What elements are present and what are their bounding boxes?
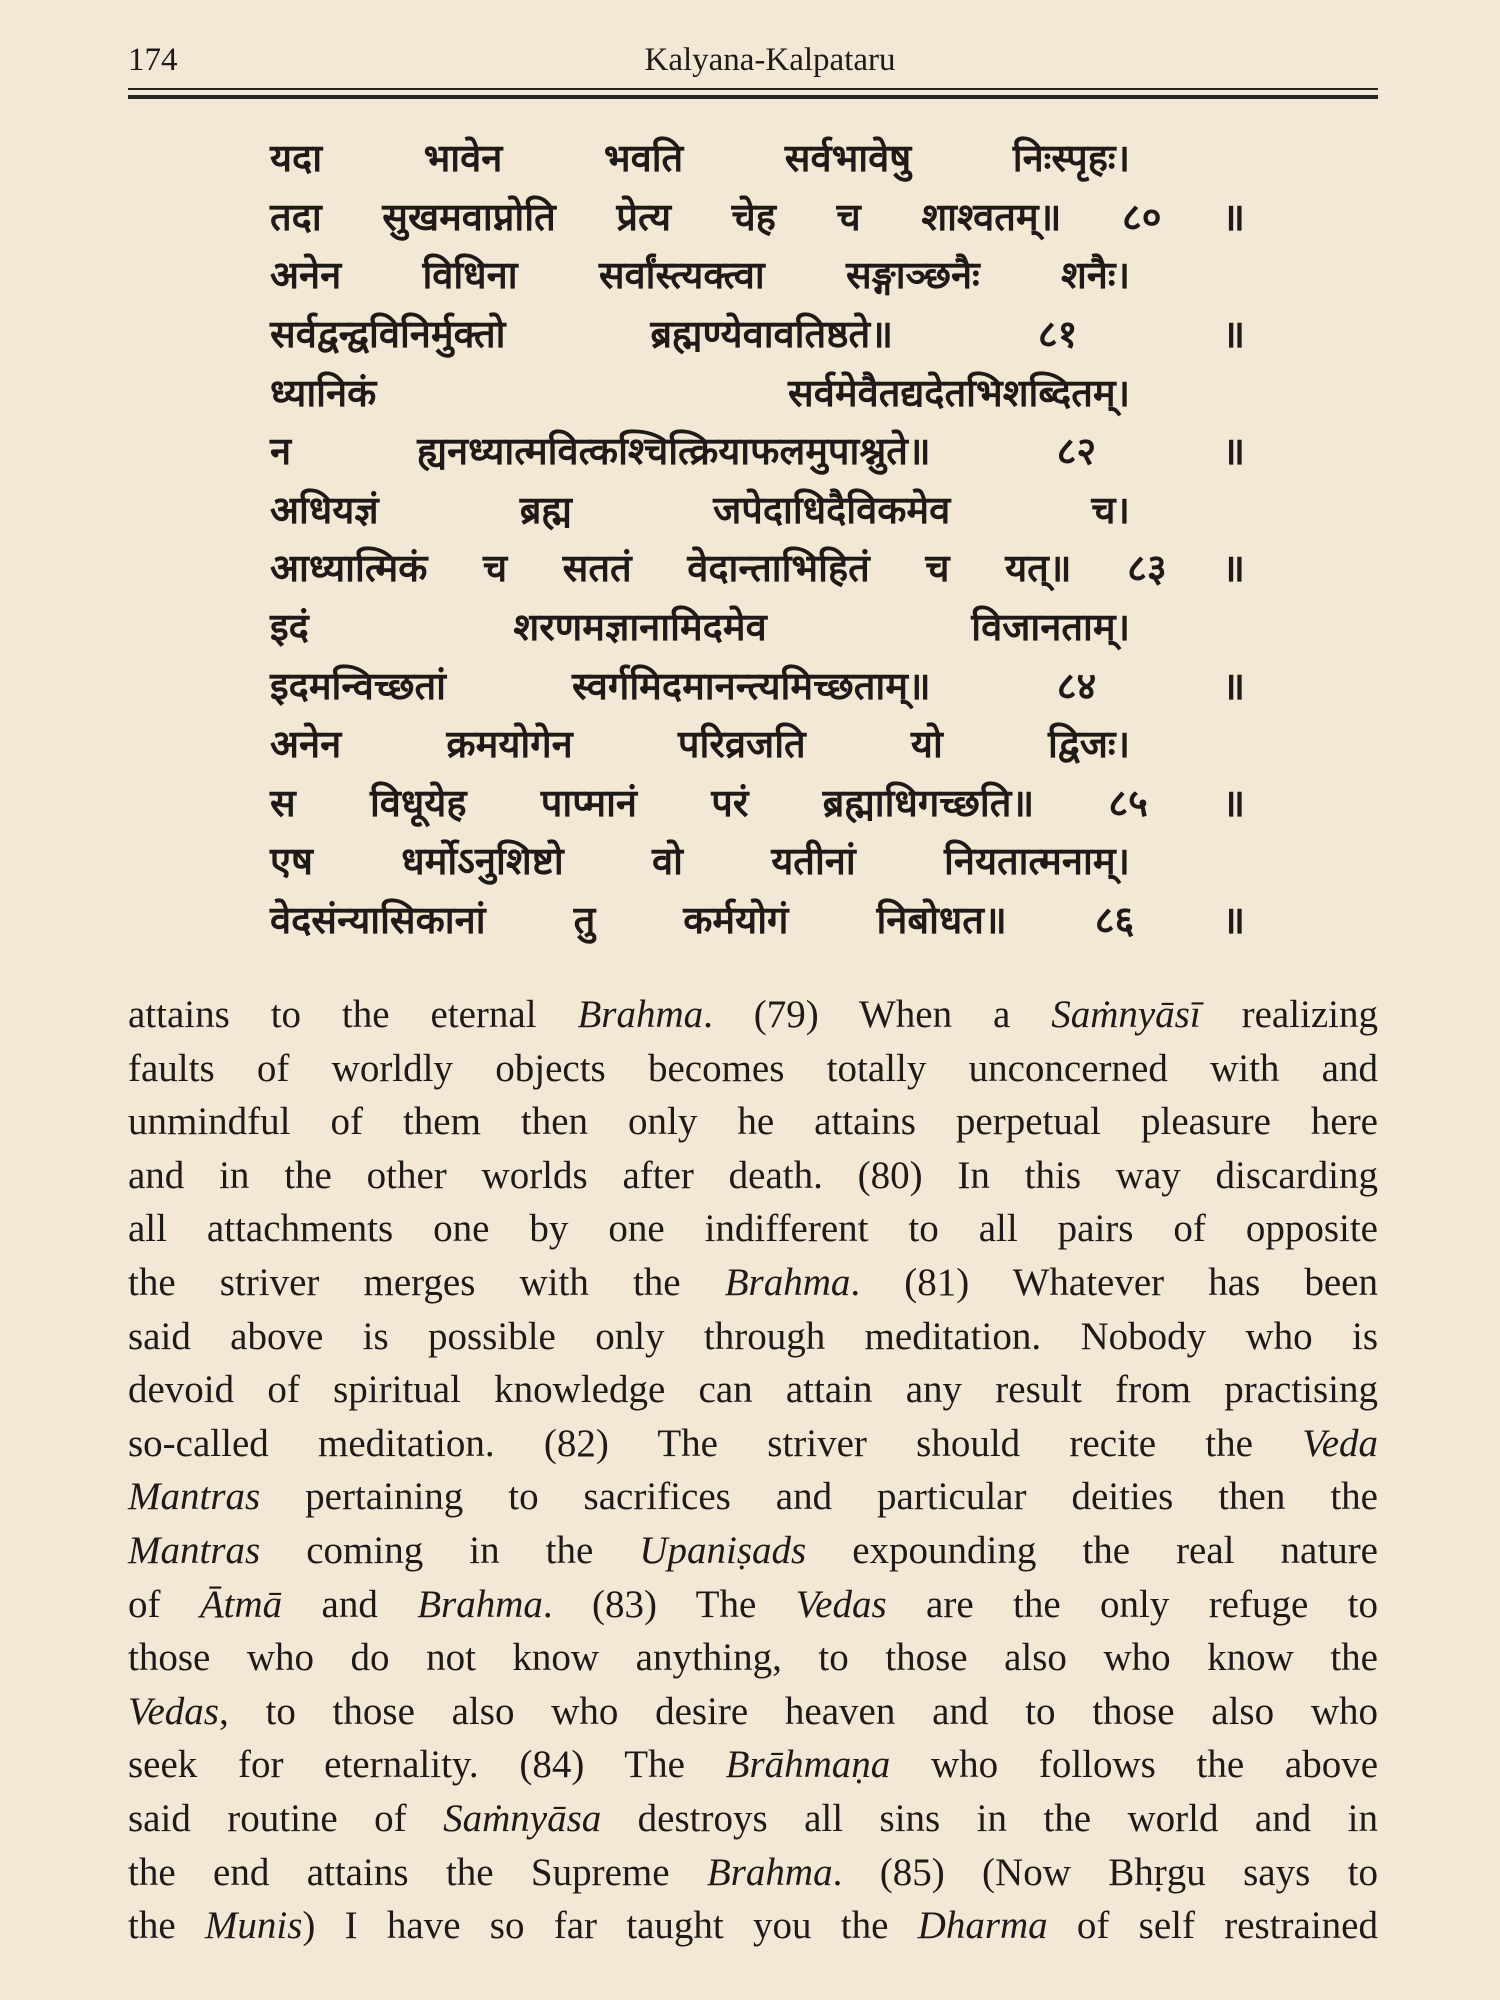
verse-word: स: [270, 780, 296, 825]
verse-word: तु: [573, 898, 596, 943]
prose-line: [128, 1042, 1378, 1096]
verse-word: आध्यात्मिकं: [270, 546, 428, 591]
verse-line: [270, 304, 1245, 363]
italic-term: Ātmā: [199, 1582, 283, 1626]
prose-text: seek for eternality. (84) The: [128, 1743, 726, 1787]
verse-word: सर्वांस्त्यक्त्वा: [598, 253, 765, 298]
prose-line: [128, 1149, 1378, 1203]
italic-term: Brahma: [577, 993, 704, 1036]
verse-word: स्वर्गमिदमानन्त्यमिच्छताम्॥: [572, 663, 931, 708]
italic-term: Mantras: [128, 1528, 261, 1572]
verse-word: निबोधत॥: [876, 898, 1007, 943]
verse-word: च: [482, 546, 508, 591]
verse-line: [270, 128, 1130, 187]
verse-word: सुखमवाप्नोति: [382, 194, 556, 239]
verse-word: ॥: [1222, 780, 1245, 825]
italic-term: Vedas: [128, 1689, 219, 1733]
verse-word: वेदान्ताभिहितं: [687, 546, 870, 591]
verse-word: अनेन: [270, 253, 342, 298]
prose-line: [128, 1256, 1378, 1310]
verse-line: [270, 187, 1245, 246]
prose-line: [128, 1578, 1378, 1632]
verse-word: सर्वभावेषु: [784, 136, 912, 181]
prose-line: [128, 1363, 1378, 1417]
verse-line: [270, 362, 1130, 421]
verse-word: सर्वद्वन्द्वविनिर्मुक्तो: [270, 312, 506, 357]
italic-term: Mantras: [128, 1475, 261, 1519]
verse-word: च: [836, 194, 861, 239]
prose-text: . (81) Whatever has been: [850, 1260, 1378, 1304]
verse-word: ॥: [1222, 546, 1245, 591]
prose-text: attains to the eternal: [128, 993, 578, 1036]
verse-word: चेह: [731, 194, 776, 239]
prose-text: the end attains the Supreme: [128, 1850, 707, 1894]
verse-word: ८३: [1127, 546, 1167, 591]
prose-text: ) I have so far taught you the: [302, 1904, 918, 1948]
verse-line: [270, 890, 1245, 949]
verse-word: ॥: [1222, 194, 1245, 239]
italic-term: Saṁnyāsī: [1051, 993, 1201, 1036]
verse-word: इदमन्विच्छतां: [270, 663, 447, 708]
prose-text: faults of worldly objects becomes totally unconcerned with and: [128, 1046, 1378, 1090]
prose-text: said routine of: [128, 1796, 444, 1840]
verse-word: ॥: [1222, 898, 1245, 943]
prose-text: pertaining to sacrifices and particular deities then the: [260, 1475, 1378, 1519]
verse-word: विजानताम्।: [971, 605, 1130, 650]
verse-line: [270, 421, 1245, 480]
verse-word: ॥: [1222, 429, 1245, 474]
italic-term: Brāhmaṇa: [725, 1743, 891, 1787]
prose-line: [128, 1417, 1378, 1471]
verse-word: भावेन: [423, 136, 503, 181]
verse-word: ह्यनध्यात्मवित्कश्चित्क्रियाफलमुपाश्नुते॥: [417, 429, 931, 474]
italic-term: Vedas: [795, 1582, 887, 1626]
verse-word: ॥: [1222, 312, 1245, 357]
verse-word: यतीनां: [771, 839, 856, 884]
verse-line: [270, 773, 1245, 832]
prose-line: [128, 1792, 1378, 1846]
verse-word: यो: [910, 722, 943, 767]
verse-line: [270, 655, 1245, 714]
verse-word: एष: [270, 839, 313, 884]
prose-line: [128, 1524, 1378, 1578]
prose-text: coming in the: [260, 1528, 640, 1572]
italic-term: Veda: [1302, 1421, 1378, 1465]
prose-line: [128, 1631, 1378, 1685]
prose-line: [128, 988, 1378, 1042]
prose-text: the: [128, 1904, 205, 1948]
verse-word: अनेन: [270, 722, 342, 767]
italic-term: Saṁnyāsa: [443, 1796, 602, 1840]
italic-term: Brahma: [724, 1260, 851, 1304]
prose-text: so-called meditation. (82) The striver should recite the: [128, 1421, 1303, 1465]
verse-word: शनैः।: [1060, 253, 1130, 298]
verse-word: नियतात्मनाम्।: [944, 839, 1130, 884]
prose-text: of self restrained: [1047, 1904, 1378, 1948]
prose-text: and: [282, 1582, 418, 1626]
verse-word: भवति: [603, 136, 684, 181]
verse-word: कर्मयोगं: [683, 898, 789, 943]
verse-word: ॥: [1222, 663, 1245, 708]
prose-text: destroys all sins in the world and in: [601, 1796, 1378, 1840]
verse-word: ८५: [1108, 780, 1148, 825]
verse-word: ८२: [1056, 429, 1097, 474]
verse-word: इदं: [270, 605, 309, 650]
verse-word: शाश्वतम्॥: [921, 194, 1062, 239]
header-rule-thick: [128, 95, 1378, 99]
verse-line: [270, 597, 1130, 656]
italic-term: Brahma: [417, 1582, 543, 1626]
verse-word: वो: [652, 839, 683, 884]
prose-line: [128, 1095, 1378, 1149]
italic-term: Brahma: [706, 1850, 833, 1894]
verse-word: द्विजः।: [1048, 722, 1130, 767]
italic-term: Dharma: [917, 1904, 1048, 1948]
italic-term: Upaniṣads: [639, 1528, 807, 1572]
prose-text: and in the other worlds after death. (80) In this way discarding: [128, 1153, 1378, 1197]
verse-word: यदा: [270, 136, 323, 181]
prose-text: of: [128, 1582, 200, 1626]
verse-word: क्रमयोगेन: [446, 722, 573, 767]
verse-word: वेदसंन्यासिकानां: [270, 898, 486, 943]
running-title: Kalyana-Kalpataru: [644, 42, 896, 78]
verse-word: ८१: [1037, 312, 1078, 357]
page-number: 174: [128, 42, 178, 78]
verse-word: ८६: [1094, 898, 1135, 943]
verse-word: ८०: [1122, 194, 1162, 239]
prose-line: [128, 1846, 1378, 1900]
verse-word: सङ्गाञ्छनैः: [845, 253, 980, 298]
prose-text: said above is possible only through meditation. Nobody who is: [128, 1314, 1378, 1358]
verse-word: न: [270, 429, 292, 474]
verse-line: [270, 538, 1245, 597]
verse-line: [270, 480, 1130, 539]
verse-word: ध्यानिकं: [270, 370, 377, 415]
prose-text: those who do not know anything, to those also who know the: [128, 1636, 1378, 1680]
prose-text: all attachments one by one indifferent to all pairs of opposite: [128, 1207, 1378, 1251]
verse-word: पाप्मानं: [540, 780, 638, 825]
verse-word: ब्रह्माधिगच्छति॥: [822, 780, 1035, 825]
prose-line: [128, 1685, 1378, 1739]
verse-word: अधियज्ञं: [270, 487, 379, 532]
prose-text: . (83) The: [542, 1582, 796, 1626]
prose-text: the striver merges with the: [128, 1260, 725, 1304]
verse-word: परं: [711, 780, 749, 825]
header-rule-thin: [128, 88, 1378, 90]
verse-word: सततं: [562, 546, 632, 591]
verse-line: [270, 831, 1130, 890]
sanskrit-verses: [270, 128, 1245, 948]
prose-line: [128, 1310, 1378, 1364]
prose-text: , to those also who desire heaven and to those also who: [219, 1689, 1378, 1733]
prose-text: unmindful of them then only he attains perpetual pleasure here: [128, 1100, 1378, 1144]
prose-line: [128, 1738, 1378, 1792]
verse-word: धर्मोऽनुशिष्टो: [401, 839, 564, 884]
verse-word: ब्रह्म: [519, 487, 572, 532]
verse-word: परिव्रजति: [677, 722, 806, 767]
prose-text: expounding the real nature: [806, 1528, 1378, 1572]
verse-word: निःस्पृहः।: [1012, 136, 1130, 181]
italic-term: Munis: [204, 1904, 303, 1948]
prose-text: . (85) (Now Bhṛgu says to: [832, 1850, 1378, 1894]
verse-word: विधूयेह: [369, 780, 467, 825]
verse-word: सर्वमेवैतद्यदेतभिशब्दितम्।: [788, 370, 1130, 415]
prose-text: . (79) When a: [703, 993, 1052, 1036]
prose-line: [128, 1899, 1378, 1953]
verse-word: प्रेत्य: [616, 194, 672, 239]
prose-text: who follows the above: [890, 1743, 1378, 1787]
prose-text: are the only refuge to: [886, 1582, 1378, 1626]
prose-text: devoid of spiritual knowledge can attain any result from practising: [128, 1368, 1378, 1412]
prose-text: realizing: [1200, 993, 1379, 1036]
verse-word: शरणमज्ञानामिदमेव: [513, 605, 767, 650]
english-translation: [128, 988, 1378, 1953]
verse-word: ब्रह्मण्येवावतिष्ठते॥: [650, 312, 893, 357]
verse-line: [270, 714, 1130, 773]
verse-word: जपेदाधिदैविकमेव: [713, 487, 951, 532]
verse-word: च।: [1091, 487, 1130, 532]
prose-line: [128, 1470, 1378, 1524]
verse-word: ८४: [1056, 663, 1097, 708]
verse-line: [270, 245, 1130, 304]
verse-word: विधिना: [422, 253, 518, 298]
verse-word: तदा: [270, 194, 322, 239]
prose-line: [128, 1202, 1378, 1256]
verse-word: च: [925, 546, 950, 591]
verse-word: यत्॥: [1005, 546, 1072, 591]
